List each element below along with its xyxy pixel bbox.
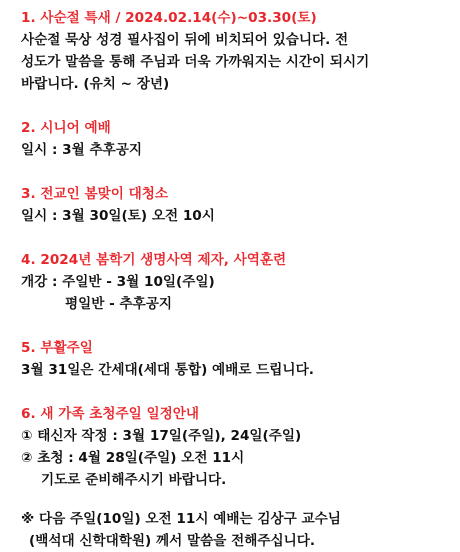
section-4 — [21, 249, 451, 315]
body-line: 일시 : 3월 추후공지 — [21, 142, 143, 158]
section-1 — [21, 7, 451, 95]
section-heading: 6. 새 가족 초청주일 일정안내 — [21, 406, 199, 422]
body-line: 바랍니다. (유치 ~ 장년) — [21, 76, 170, 92]
section-heading: 1. 사순절 특새 / 2024.02.14(수)~03.30(토) — [21, 10, 317, 26]
body-line: ① 태신자 작정 : 3월 17일(주일), 24일(주일) — [21, 428, 302, 444]
body-line: 사순절 묵상 성경 필사집이 뒤에 비치되어 있습니다. 전 — [21, 32, 349, 48]
body-line: 평일반 - 추후공지 — [65, 296, 173, 312]
body-line: 3월 31일은 간세대(세대 통합) 예배로 드립니다. — [21, 362, 314, 378]
body-line: 일시 : 3월 30일(토) 오전 10시 — [21, 208, 215, 224]
note-section — [21, 508, 451, 552]
section-heading: 3. 전교인 봄맞이 대청소 — [21, 186, 169, 202]
note-line: ※ 다음 주일(10일) 오전 11시 예배는 김상구 교수님 — [21, 511, 341, 527]
section-3 — [21, 183, 451, 227]
section-5 — [21, 337, 451, 381]
section-heading: 4. 2024년 봄학기 생명사역 제자, 사역훈련 — [21, 252, 287, 268]
body-line: 성도가 말씀을 통해 주님과 더욱 가까워지는 시간이 되시기 — [21, 54, 370, 70]
body-line: ② 초청 : 4월 28일(주일) 오전 11시 — [21, 450, 245, 466]
body-line: 기도로 준비해주시기 바랍니다. — [41, 472, 227, 488]
body-line: 개강 : 주일반 - 3월 10일(주일) — [21, 274, 215, 290]
section-2 — [21, 117, 451, 161]
section-6 — [21, 403, 451, 491]
announcement-document — [21, 7, 451, 552]
note-line: (백석대 신학대학원) 께서 말씀을 전해주십니다. — [29, 533, 316, 549]
section-heading: 5. 부활주일 — [21, 340, 93, 356]
section-heading: 2. 시니어 예배 — [21, 120, 111, 136]
